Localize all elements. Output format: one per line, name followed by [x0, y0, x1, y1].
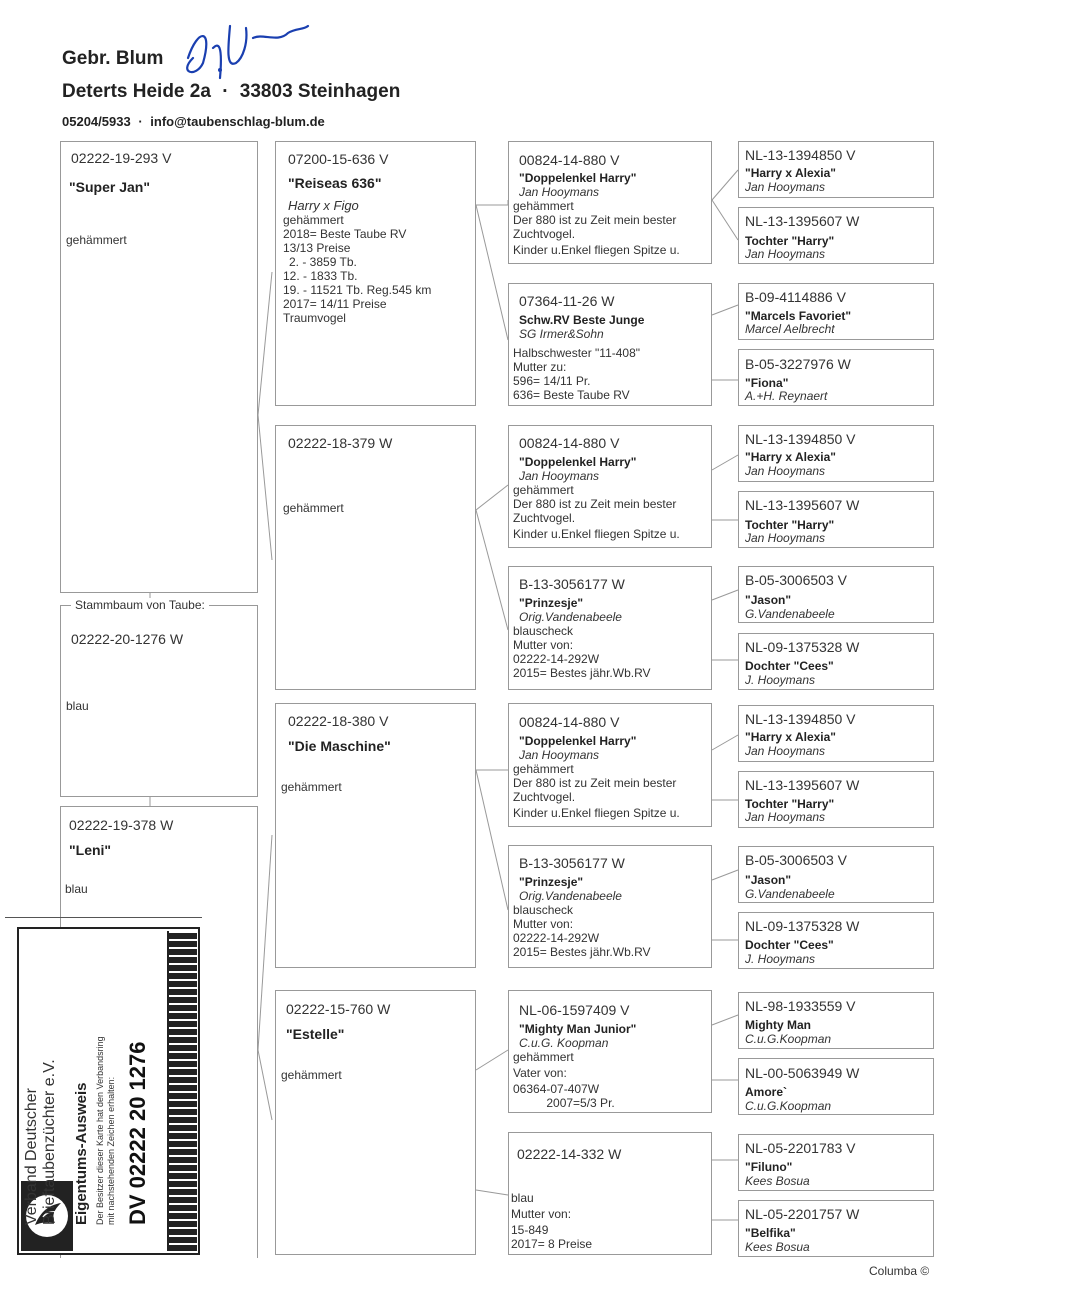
gen3-4-name: "Prinzesje" — [519, 596, 584, 610]
sire-box — [60, 141, 258, 593]
gen3-3-ring: 00824-14-880 V — [519, 435, 620, 451]
gen4-box-13 — [738, 992, 934, 1049]
gen3-7-breeder: C.u.G. Koopman — [519, 1036, 609, 1050]
gen3-8-ring: 02222-14-332 W — [517, 1146, 622, 1162]
gen4-box-16 — [738, 1200, 934, 1257]
card-title: Eigentums-Ausweis — [73, 1082, 90, 1225]
note-line: Halbschwester "11-408" — [513, 346, 641, 360]
gen4-box-11 — [738, 846, 934, 903]
gen4-box-8 — [738, 633, 934, 690]
gen4-5-ring: NL-13-1394850 V — [745, 431, 856, 447]
gen3-4-breeder: Orig.Vandenabeele — [519, 610, 622, 624]
gen4-15-ring: NL-05-2201783 V — [745, 1140, 856, 1156]
gen4-box-5 — [738, 425, 934, 482]
gen4-6-name: Tochter "Harry" — [745, 518, 835, 532]
note-line: Der 880 ist zu Zeit mein bester — [513, 213, 677, 227]
gen4-5-breeder: Jan Hooymans — [745, 464, 826, 478]
gen3-5-breeder: Jan Hooymans — [519, 748, 600, 762]
note-line: 636= Beste Taube RV — [513, 388, 630, 402]
note-line: 12. - 1833 Tb. — [283, 269, 358, 283]
gen4-12-name: Dochter "Cees" — [745, 938, 834, 952]
address-line — [62, 81, 400, 103]
gen3-box-5 — [508, 703, 712, 827]
gen4-9-breeder: Jan Hooymans — [745, 744, 826, 758]
gen3-6-notes — [513, 903, 651, 959]
gen4-6-ring: NL-13-1395607 W — [745, 497, 860, 513]
gen4-14-breeder: C.u.G.Koopman — [745, 1099, 832, 1113]
note-line: gehämmert — [283, 213, 344, 227]
note-line: Zuchtvogel. — [513, 790, 576, 804]
gen4-13-ring: NL-98-1933559 V — [745, 998, 856, 1014]
subject-box — [60, 598, 258, 797]
contact-separator: · — [138, 114, 143, 129]
gen2-1-breeder: Harry x Figo — [288, 198, 359, 213]
footer-credit: Columba © — [869, 1264, 930, 1278]
note-line: Mutter von: — [511, 1207, 572, 1221]
gen3-1-name: "Doppelenkel Harry" — [519, 171, 637, 185]
note-line: 02222-14-292W — [513, 652, 600, 666]
gen2-3-ring: 02222-18-380 V — [288, 713, 389, 729]
gen4-10-name: Tochter "Harry" — [745, 797, 835, 811]
gen4-box-7 — [738, 566, 934, 623]
gen4-11-name: "Jason" — [745, 873, 792, 887]
gen4-13-name: Mighty Man — [745, 1018, 811, 1032]
gen3-3-notes — [513, 483, 680, 541]
card-org-line2: Brieftaubenzüchter e.V. — [41, 1059, 58, 1225]
dam-name: "Leni" — [69, 842, 112, 858]
note-line: Vater von: — [513, 1066, 567, 1080]
gen2-4-ring: 02222-15-760 W — [286, 1001, 391, 1017]
gen4-1-breeder: Jan Hooymans — [745, 180, 826, 194]
gen2-2-color: gehämmert — [283, 501, 344, 515]
note-line: 13/13 Preise — [283, 241, 351, 255]
gen4-box-1 — [738, 141, 934, 198]
note-line: 2017= 8 Preise — [511, 1237, 593, 1251]
gen4-box-15 — [738, 1134, 934, 1191]
card-text-block — [17, 931, 167, 1225]
gen4-12-breeder: J. Hooymans — [745, 952, 816, 966]
card-text-line1: Der Besitzer dieser Karte hat den Verbandsring — [95, 1036, 105, 1225]
note-line: gehämmert — [513, 483, 574, 497]
gen2-3-color: gehämmert — [281, 780, 342, 794]
note-line: blauscheck — [513, 624, 574, 638]
gen4-2-name: Tochter "Harry" — [745, 234, 835, 248]
gen3-1-notes — [513, 199, 680, 257]
gen3-box-8 — [508, 1132, 712, 1255]
gen3-7-name: "Mighty Man Junior" — [519, 1022, 637, 1036]
note-line: Traumvogel — [283, 311, 346, 325]
sire-name: "Super Jan" — [69, 179, 150, 195]
note-line: 06364-07-407W — [513, 1082, 600, 1096]
gen3-1-breeder: Jan Hooymans — [519, 185, 600, 199]
gen3-6-ring: B-13-3056177 W — [519, 855, 625, 871]
gen3-2-name: Schw.RV Beste Junge — [519, 313, 645, 327]
gen4-11-breeder: G.Vandenabeele — [745, 887, 835, 901]
gen4-2-ring: NL-13-1395607 W — [745, 213, 860, 229]
gen3-5-name: "Doppelenkel Harry" — [519, 734, 637, 748]
note-line: Kinder u.Enkel fliegen Spitze u. — [513, 806, 680, 820]
gen4-3-name: "Marcels Favoriet" — [745, 309, 852, 323]
note-line: Mutter zu: — [513, 360, 567, 374]
card-pattern-strip — [167, 931, 197, 1251]
gen2-1-notes — [283, 213, 431, 325]
note-line: 15-849 — [511, 1223, 549, 1237]
gen4-13-breeder: C.u.G.Koopman — [745, 1032, 832, 1046]
gen3-3-breeder: Jan Hooymans — [519, 469, 600, 483]
gen3-2-breeder: SG Irmer&Sohn — [519, 327, 604, 341]
gen4-5-name: "Harry x Alexia" — [745, 450, 836, 464]
note-line: Zuchtvogel. — [513, 511, 576, 525]
gen4-4-name: "Fiona" — [745, 376, 789, 390]
gen4-7-ring: B-05-3006503 V — [745, 572, 847, 588]
address-separator: · — [222, 81, 229, 102]
gen2-box-1 — [275, 141, 476, 406]
note-line: Kinder u.Enkel fliegen Spitze u. — [513, 243, 680, 257]
gen3-5-ring: 00824-14-880 V — [519, 714, 620, 730]
note-line: 2. - 3859 Tb. — [289, 255, 357, 269]
gen4-7-breeder: G.Vandenabeele — [745, 607, 835, 621]
breeder-name: Gebr. Blum — [62, 48, 164, 69]
gen4-box-12 — [738, 912, 934, 969]
subject-label: Stammbaum von Taube: — [71, 598, 209, 612]
card-frame — [17, 927, 200, 1255]
note-line: Mutter von: — [513, 638, 574, 652]
phone: 05204/5933 — [62, 114, 131, 129]
gen4-12-ring: NL-09-1375328 W — [745, 918, 860, 934]
gen4-1-ring: NL-13-1394850 V — [745, 147, 856, 163]
note-line: gehämmert — [513, 762, 574, 776]
contact-line — [62, 114, 325, 129]
note-line: Der 880 ist zu Zeit mein bester — [513, 776, 677, 790]
note-line: 02222-14-292W — [513, 931, 600, 945]
note-line: 2015= Bestes jähr.Wb.RV — [513, 945, 651, 959]
ownership-card — [5, 917, 202, 1257]
gen4-4-ring: B-05-3227976 W — [745, 356, 851, 372]
note-line: blau — [511, 1191, 534, 1205]
gen4-8-breeder: J. Hooymans — [745, 673, 816, 687]
note-line: gehämmert — [513, 1050, 574, 1064]
gen3-2-notes — [513, 346, 640, 402]
gen3-7-notes — [513, 1050, 615, 1110]
gen4-16-breeder: Kees Bosua — [745, 1240, 810, 1254]
note-line: blauscheck — [513, 903, 574, 917]
gen4-16-name: "Belfika" — [745, 1226, 796, 1240]
note-line: Der 880 ist zu Zeit mein bester — [513, 497, 677, 511]
gen4-1-name: "Harry x Alexia" — [745, 166, 836, 180]
gen4-6-breeder: Jan Hooymans — [745, 531, 826, 545]
gen4-3-ring: B-09-4114886 V — [745, 289, 846, 305]
gen2-1-name: "Reiseas 636" — [288, 175, 382, 191]
gen4-10-breeder: Jan Hooymans — [745, 810, 826, 824]
gen3-5-notes — [513, 762, 680, 820]
gen4-16-ring: NL-05-2201757 W — [745, 1206, 860, 1222]
gen4-2-breeder: Jan Hooymans — [745, 247, 826, 261]
gen3-box-7 — [508, 990, 712, 1113]
gen3-6-breeder: Orig.Vandenabeele — [519, 889, 622, 903]
gen2-2-ring: 02222-18-379 W — [288, 435, 393, 451]
address-city: 33803 Steinhagen — [239, 81, 401, 102]
gen4-8-ring: NL-09-1375328 W — [745, 639, 860, 655]
gen4-box-6 — [738, 491, 934, 548]
card-org-line1: Verband Deutscher — [23, 1088, 40, 1225]
note-line: 2007=5/3 Pr. — [513, 1096, 615, 1110]
gen3-8-notes — [511, 1191, 592, 1251]
gen3-4-notes — [513, 624, 651, 680]
gen4-7-name: "Jason" — [745, 593, 792, 607]
gen3-6-name: "Prinzesje" — [519, 875, 584, 889]
gen2-1-ring: 07200-15-636 V — [288, 151, 389, 167]
gen4-9-ring: NL-13-1394850 V — [745, 711, 856, 727]
gen4-8-name: Dochter "Cees" — [745, 659, 834, 673]
note-line: 2017= 14/11 Preise — [283, 297, 387, 311]
gen3-box-1 — [508, 141, 712, 264]
gen2-3-name: "Die Maschine" — [288, 738, 391, 754]
gen4-15-name: "Filuno" — [745, 1160, 793, 1174]
gen4-box-10 — [738, 771, 934, 828]
email: info@taubenschlag-blum.de — [150, 114, 325, 129]
note-line: Kinder u.Enkel fliegen Spitze u. — [513, 527, 680, 541]
handwritten-signature — [168, 18, 318, 88]
dam-color: blau — [65, 882, 88, 896]
gen4-box-14 — [738, 1058, 934, 1115]
gen3-box-6 — [508, 845, 712, 968]
subject-ring: 02222-20-1276 W — [71, 631, 184, 647]
gen3-2-ring: 07364-11-26 W — [519, 293, 615, 309]
gen3-box-2 — [508, 283, 712, 406]
gen3-box-4 — [508, 566, 712, 690]
note-line: Mutter von: — [513, 917, 574, 931]
gen3-4-ring: B-13-3056177 W — [519, 576, 625, 592]
dam-ring: 02222-19-378 W — [69, 817, 174, 833]
gen3-1-ring: 00824-14-880 V — [519, 152, 620, 168]
gen2-4-name: "Estelle" — [286, 1026, 345, 1042]
note-line: 2018= Beste Taube RV — [283, 227, 407, 241]
note-line: Zuchtvogel. — [513, 227, 576, 241]
gen2-4-color: gehämmert — [281, 1068, 342, 1082]
gen4-14-name: Amore` — [745, 1085, 788, 1099]
gen4-box-3 — [738, 283, 934, 340]
note-line: 2015= Bestes jähr.Wb.RV — [513, 666, 651, 680]
gen2-box-4 — [275, 990, 476, 1255]
gen3-box-3 — [508, 425, 712, 548]
note-line: gehämmert — [513, 199, 574, 213]
gen2-box-2 — [275, 425, 476, 690]
gen4-11-ring: B-05-3006503 V — [745, 852, 847, 868]
gen4-box-2 — [738, 207, 934, 264]
gen4-14-ring: NL-00-5063949 W — [745, 1065, 860, 1081]
card-text-line2: mit nachstehenden Zeichen erhalten: — [106, 1076, 116, 1225]
gen2-box-3 — [275, 703, 476, 968]
card-ring-number: DV 02222 20 1276 — [125, 1041, 150, 1225]
gen4-box-9 — [738, 705, 934, 762]
sire-ring: 02222-19-293 V — [71, 150, 172, 166]
gen4-box-4 — [738, 349, 934, 406]
note-line: 596= 14/11 Pr. — [513, 374, 591, 388]
gen4-10-ring: NL-13-1395607 W — [745, 777, 860, 793]
gen4-15-breeder: Kees Bosua — [745, 1174, 810, 1188]
address-street: Deterts Heide 2a — [62, 81, 211, 102]
gen3-7-ring: NL-06-1597409 V — [519, 1002, 630, 1018]
gen4-9-name: "Harry x Alexia" — [745, 730, 836, 744]
note-line: 19. - 11521 Tb. Reg.545 km — [283, 283, 432, 297]
gen4-4-breeder: A.+H. Reynaert — [745, 389, 828, 403]
subject-color: blau — [66, 699, 89, 713]
gen3-3-name: "Doppelenkel Harry" — [519, 455, 637, 469]
gen4-3-breeder: Marcel Aelbrecht — [745, 322, 835, 336]
sire-color: gehämmert — [66, 233, 127, 247]
